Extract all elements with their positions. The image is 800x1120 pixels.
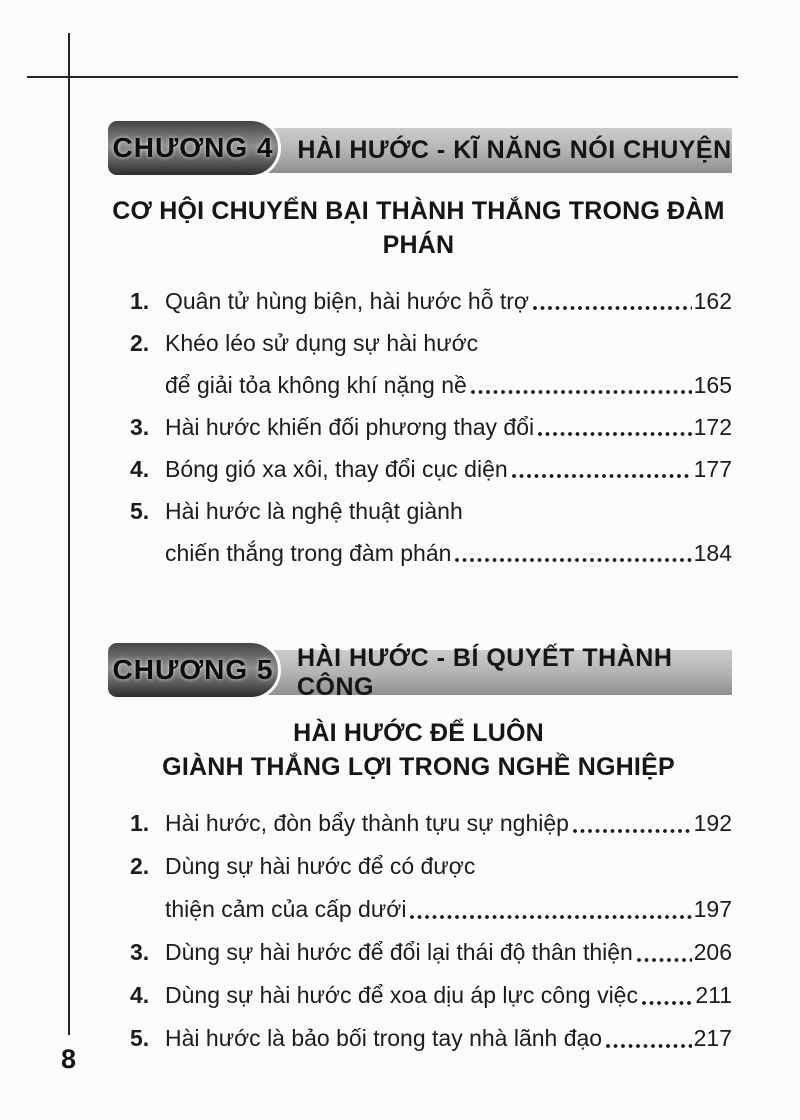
toc-item-title: Quân tử hùng biện, hài hước hỗ trợ [165,287,530,314]
toc-item [130,845,732,931]
toc-item-number: 5. [130,1025,150,1051]
toc-item-number: 2. [130,329,150,356]
toc-item-title: Hài hước là nghệ thuật giành [165,497,463,524]
toc-item-title: Dùng sự hài hước để xoa dịu áp lực công việc [165,982,638,1008]
toc-item-title-cont: thiện cảm của cấp dưới [165,896,407,922]
chapter-4-badge-text: CHƯƠNG 4 [112,132,274,163]
toc-item-number: 3. [130,939,150,965]
dot-leader [511,473,692,479]
chapter-4-block [105,118,732,574]
toc-item [130,322,732,406]
chapter-5-banner [263,643,732,701]
dot-leader [409,914,691,920]
toc-item-title: Hài hước khiến đối phương thay đổi [165,413,535,440]
toc-item-title-cont: để giải tỏa không khí nặng nề [165,371,467,398]
toc-item-number: 1. [130,810,150,836]
dot-leader [532,305,692,311]
chapter-4-banner-text: HÀI HƯỚC - KĨ NĂNG NÓI CHUYỆN [297,136,732,164]
chapter-5-badge-text: CHƯƠNG 5 [112,654,274,685]
toc-item-title: Khéo léo sử dụng sự hài hước [165,329,479,356]
chapter-4-section-title [105,194,732,262]
section-title-line: CƠ HỘI CHUYỂN BẠI THÀNH THẮNG TRONG ĐÀM PHÁN [112,197,725,259]
toc-item-title: Dùng sự hài hước để đổi lại thái độ thân thiện [165,939,633,965]
chapter-5-toc [105,802,732,1060]
toc-page-number: 211 [695,982,732,1008]
chapter-5-banner-text: HÀI HƯỚC - BÍ QUYẾT THÀNH CÔNG [297,643,673,701]
toc-page-number: 206 [693,939,732,965]
toc-item [130,974,732,1017]
toc-item [130,1017,732,1060]
toc-page-number: 197 [693,896,732,922]
toc-item-title: Dùng sự hài hước để có được [165,853,476,879]
toc-item-number: 4. [130,455,150,482]
toc-item-title: Bóng gió xa xôi, thay đổi cục diện [165,455,508,482]
toc-item [130,280,732,322]
toc-item-number: 1. [130,287,150,314]
left-margin-rule [68,33,70,1035]
toc-page-number: 192 [693,810,732,836]
dot-leader [572,828,692,834]
toc-page-number: 172 [693,413,732,440]
toc-item [130,406,732,448]
chapter-5-badge [105,640,281,700]
toc-item-number: 4. [130,982,150,1008]
toc-item-number: 2. [130,853,150,879]
section-title-line: HÀI HƯỚC ĐỂ LUÔN [293,719,544,747]
toc-item [130,802,732,845]
toc-item-title: Hài hước là bảo bối trong tay nhà lãnh đạo [165,1025,603,1051]
toc-item-title: Hài hước, đòn bẩy thành tựu sự nghiệp [165,810,569,836]
chapter-4-header [105,118,732,178]
toc-item-title-cont: chiến thắng trong đàm phán [165,539,452,566]
top-margin-rule [27,76,738,78]
toc-item [130,931,732,974]
toc-item [130,448,732,490]
chapter-4-badge [105,118,281,178]
toc-page-number: 177 [693,455,732,482]
dot-leader [470,389,692,395]
toc-page-number: 184 [693,539,732,566]
toc-item [130,490,732,574]
dot-leader [641,1000,693,1006]
chapter-4-banner [263,128,732,173]
toc-page-number: 162 [693,287,732,314]
dot-leader [636,957,692,963]
chapter-4-toc [105,280,732,574]
toc-page-number: 165 [693,371,732,398]
dot-leader [605,1043,692,1049]
chapter-5-block [105,640,732,1060]
dot-leader [454,557,691,563]
toc-item-number: 3. [130,413,150,440]
section-title-line: GIÀNH THẮNG LỢI TRONG NGHỀ NGHIỆP [162,753,675,781]
toc-page-number: 217 [693,1025,732,1051]
toc-item-number: 5. [130,497,150,524]
folio-page-number: 8 [61,1044,77,1074]
chapter-5-section-title [105,716,732,784]
dot-leader [537,431,692,437]
chapter-5-header [105,640,732,700]
